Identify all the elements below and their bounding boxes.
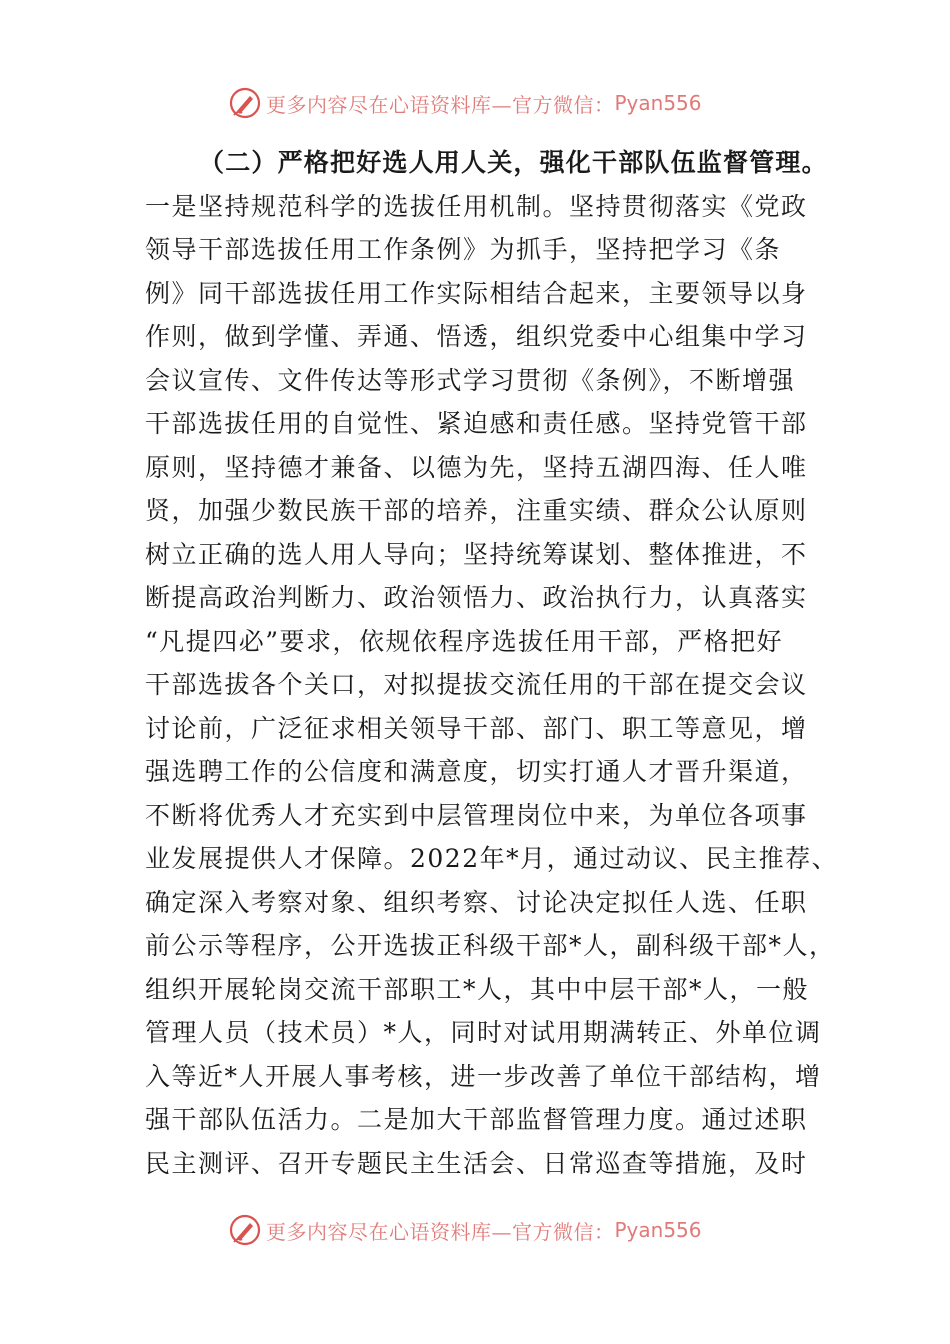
text-line: 前公示等程序，公开选拔正科级干部*人，副科级干部*人， [145, 931, 836, 960]
text-line: 确定深入考察对象、组织考察、讨论决定拟任人选、任职 [145, 887, 808, 917]
watermark-id: Pyan556 [614, 1218, 702, 1242]
text-line: 讨论前，广泛征求相关领导干部、部门、职工等意见，增 [145, 713, 808, 743]
text-line: 入等近*人开展人事考核，进一步改善了单位干部结构，增 [145, 1061, 822, 1091]
text-line: 一是坚持规范科学的选拔任用机制。坚持贯彻落实《党政 [145, 191, 808, 221]
text-line: 管理人员（技术员）*人，同时对试用期满转正、外单位调 [145, 1018, 822, 1047]
text-line: 强干部队伍活力。二是加大干部监督管理力度。通过述职 [145, 1105, 808, 1134]
text-line: 会议宣传、文件传达等形式学习贯彻《条例》，不断增强 [145, 365, 796, 395]
text-line: 领导干部选拔任用工作条例》为抓手，坚持把学习《条 [145, 235, 782, 264]
text-line: 树立正确的选人用人导向；坚持统筹谋划、整体推进，不 [145, 539, 808, 569]
text-line: 贤，加强少数民族干部的培养，注重实绩、群众公认原则 [145, 496, 808, 525]
text-line: 干部选拔任用的自觉性、紧迫感和责任感。坚持党管干部 [145, 409, 808, 438]
watermark-text: 更多内容尽在心语资料库—官方微信： [266, 92, 615, 117]
watermark-text: 更多内容尽在心语资料库—官方微信： [266, 1219, 615, 1244]
text-line: 不断将优秀人才充实到中层管理岗位中来，为单位各项事 [145, 800, 808, 830]
pen-circle-icon [228, 1213, 262, 1247]
header-watermark [228, 83, 702, 123]
section-heading: （二）严格把好选人用人关，强化干部队伍监督管理。 [199, 148, 828, 177]
watermark-id: Pyan556 [614, 91, 702, 115]
text-line: 民主测评、召开专题民主生活会、日常巡查等措施，及时 [145, 1148, 808, 1178]
document-body [145, 141, 839, 1185]
text-line: 业发展提供人才保障。2022年*月，通过动议、民主推荐、 [145, 844, 839, 873]
text-line: 原则，坚持德才兼备、以德为先，坚持五湖四海、任人唯 [145, 452, 808, 482]
text-line: 组织开展轮岗交流干部职工*人，其中中层干部*人，一般 [145, 974, 810, 1004]
text-line: “凡提四必”要求，依规依程序选拔任用干部，严格把好 [145, 626, 784, 656]
pen-circle-icon [228, 86, 262, 120]
text-line: 例》同干部选拔任用工作实际相结合起来，主要领导以身 [145, 278, 808, 308]
footer-watermark [228, 1210, 702, 1250]
text-line: 断提高政治判断力、政治领悟力、政治执行力，认真落实 [145, 583, 808, 612]
text-line: 强选聘工作的公信度和满意度，切实打通人才晋升渠道， [145, 757, 808, 786]
text-line: 作则，做到学懂、弄通、悟透，组织党委中心组集中学习 [145, 322, 808, 351]
text-line: 干部选拔各个关口，对拟提拔交流任用的干部在提交会议 [145, 670, 808, 699]
